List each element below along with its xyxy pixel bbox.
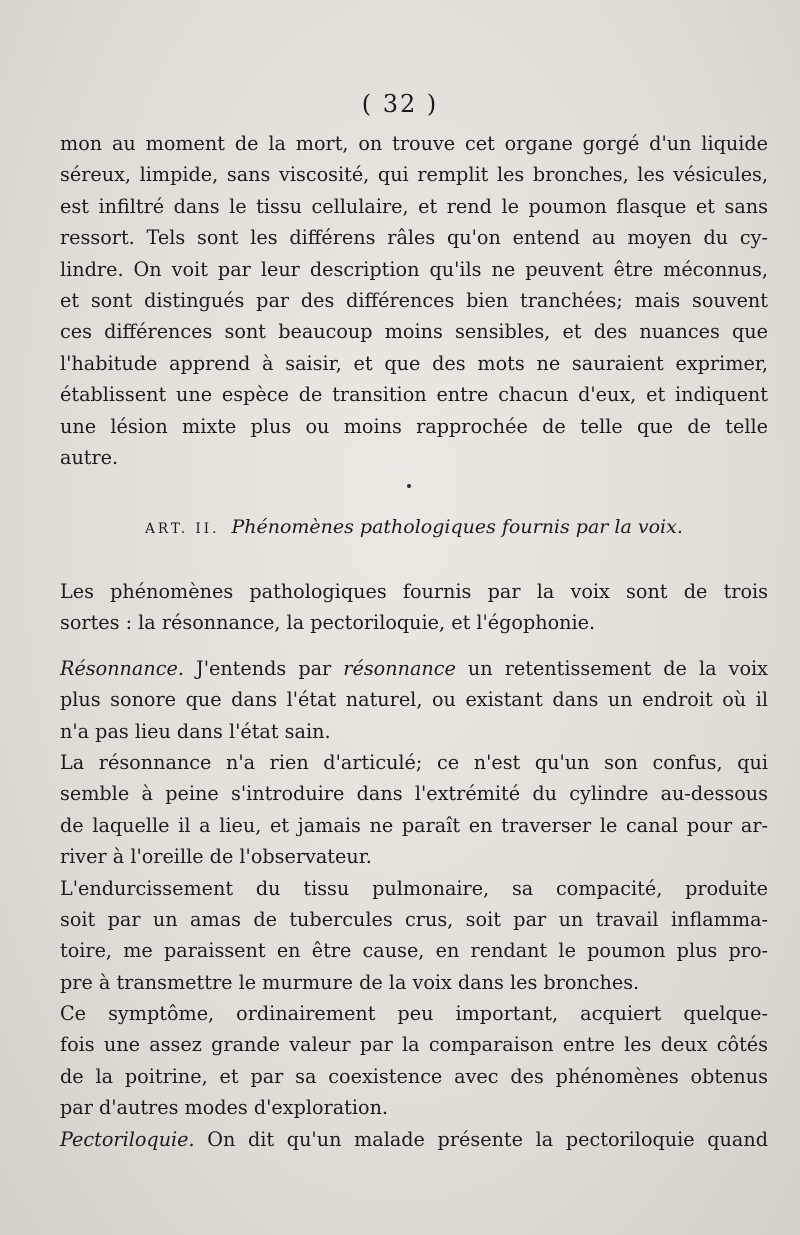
article-number: ART. II. xyxy=(145,521,220,537)
text-line: ressort. Tels sont les différens râles qu'on entend au moyen du cy- xyxy=(60,226,768,250)
text-line: Ce symptôme, ordinairement peu important, acquiert quelque- xyxy=(60,1002,768,1026)
term-resonnance: Résonnance. xyxy=(60,656,184,680)
text-line: lindre. On voit par leur description qu'ils ne peuvent être méconnus, xyxy=(60,257,768,281)
text-line: fois une assez grande valeur par la comparaison entre les deux côtés xyxy=(60,1033,768,1057)
text-line: est infiltré dans le tissu cellulaire, et rend le poumon flasque et sans xyxy=(60,194,768,218)
text-line-resonnance xyxy=(60,653,768,684)
text-line: l'habitude apprend à saisir, et que des mots ne sauraient exprimer, xyxy=(60,351,768,375)
spacer xyxy=(60,639,768,653)
section-title: Phénomènes pathologiques fournis par la voix. xyxy=(231,516,683,538)
text-line: sortes : la résonnance, la pectoriloquie, et l'égophonie. xyxy=(60,611,596,635)
page-number: ( 32 ) xyxy=(361,90,439,118)
text-line: soit par un amas de tubercules crus, soit par un travail inflamma- xyxy=(60,907,768,931)
text-line: de la poitrine, et par sa coexistence avec des phénomènes obtenus xyxy=(60,1064,768,1088)
section-heading xyxy=(60,516,768,538)
text-line: une lésion mixte plus ou moins rapprochée de telle que de telle xyxy=(60,414,768,438)
text-line: et sont distingués par des différences bien tranchées; mais souvent xyxy=(60,288,768,312)
text-span: un retentissement de la voix xyxy=(455,656,768,680)
text-span: J'entends par xyxy=(183,656,344,680)
term-resonnance-inline: résonnance xyxy=(343,656,456,680)
paragraph-block-2 xyxy=(60,576,768,1155)
text-line: pre à transmettre le murmure de la voix dans les bronches. xyxy=(60,970,640,994)
text-line: autre. xyxy=(60,445,119,469)
text-line-pectoriloquie xyxy=(60,1124,768,1155)
text-line: Les phénomènes pathologiques fournis par la voix sont de trois xyxy=(60,580,768,603)
ink-dot xyxy=(407,484,411,488)
text-line: toire, me paraissent en être cause, en rendant le poumon plus pro- xyxy=(60,939,768,963)
text-line: semble à peine s'introduire dans l'extrémité du cylindre au-dessous xyxy=(60,782,768,806)
text-line: établissent une espèce de transition entre chacun d'eux, et indiquent xyxy=(60,383,768,407)
term-pectoriloquie: Pectoriloquie. xyxy=(60,1127,195,1151)
text-line: de laquelle il a lieu, et jamais ne paraît en traverser le canal pour ar- xyxy=(60,813,768,837)
text-line: par d'autres modes d'exploration. xyxy=(60,1096,389,1120)
text-line: n'a pas lieu dans l'état sain. xyxy=(60,719,331,743)
text-span: On dit qu'un malade présente la pectoriloquie quand xyxy=(194,1127,768,1151)
text-line: L'endurcissement du tissu pulmonaire, sa compacité, produite xyxy=(60,876,768,900)
text-line: La résonnance n'a rien d'articulé; ce n'est qu'un son confus, qui xyxy=(60,750,768,774)
paragraph-block-1 xyxy=(60,128,768,473)
text-line: mon au moment de la mort, on trouve cet organe gorgé d'un liquide xyxy=(60,132,768,155)
text-line: river à l'oreille de l'observateur. xyxy=(60,845,372,869)
text-line: plus sonore que dans l'état naturel, ou existant dans un endroit où il xyxy=(60,688,768,712)
text-line: séreux, limpide, sans viscosité, qui remplit les bronches, les vésicules, xyxy=(60,163,768,187)
text-line: ces différences sont beaucoup moins sensibles, et des nuances que xyxy=(60,320,768,344)
